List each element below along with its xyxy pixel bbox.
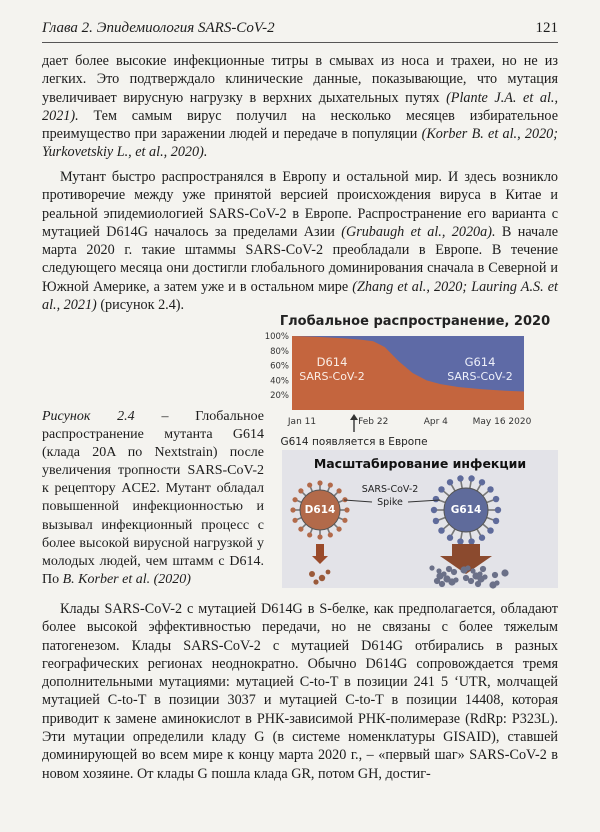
virus-spike-tip — [328, 532, 333, 537]
figure-caption — [42, 408, 264, 589]
virus-spike-tip — [493, 496, 499, 502]
virus-spike-tip — [328, 482, 333, 487]
virus-particle — [465, 565, 470, 570]
virus-spike-tip — [431, 507, 437, 513]
spike-label-line2: Spike — [377, 497, 403, 508]
paragraph-text: (рисунок 2.4). — [96, 297, 185, 314]
caption-citation: B. Korber et al. (2020) — [62, 571, 191, 587]
virus-spike-tip — [447, 479, 453, 485]
virus-spike-tip — [292, 497, 297, 502]
virus-spike-tip — [290, 507, 295, 512]
paragraph-text: дает более высокие инфекционные титры в смывах из носа и трахеи, но не из легких. Это подтверждало клинические данные, показывающие, что мутация увеличивает вирусную нагрузку в верхних дыхательных путях — [42, 53, 558, 106]
x-tick-label: Feb 22 — [358, 417, 389, 427]
y-tick-label: 60% — [270, 361, 289, 372]
running-header — [42, 18, 558, 43]
virus-particle — [482, 574, 487, 579]
paragraph-2 — [42, 168, 558, 314]
virus-particle — [429, 565, 434, 570]
paragraph-1 — [42, 52, 558, 162]
virus-spike-tip — [457, 475, 463, 481]
virus-particle — [434, 578, 440, 584]
x-tick-label: May 16 2020 — [472, 417, 532, 427]
virus-spike-tip — [342, 518, 347, 523]
virus-particle — [326, 570, 331, 575]
virus-spike-tip — [298, 488, 303, 493]
infection-scaling-figure — [282, 450, 558, 588]
d614-arrow-icon — [312, 556, 328, 564]
chapter-title: Глава 2. Эпидемиология SARS-CoV-2 — [42, 20, 275, 36]
scaling-illustration — [282, 450, 558, 588]
citation: (Plante J.A. et al., 2021). — [42, 89, 559, 124]
spike-pointer-left — [344, 500, 372, 502]
y-tick-label: 100% — [264, 332, 289, 342]
y-tick-label: 40% — [270, 376, 289, 387]
virus-spike-tip — [336, 488, 341, 493]
spread-chart-figure — [264, 314, 560, 454]
virus-spike-tip — [433, 518, 439, 524]
virus-spike-tip — [336, 526, 341, 531]
paragraph-text: Тем самым вирус получил на несколько месяцев избирательное преимущество при заражении людей и передаче в популяции — [42, 107, 558, 143]
caption-lead: Рисунок 2.4 — [42, 409, 135, 424]
d614-particles — [309, 570, 330, 585]
d614-label: D614 — [316, 355, 348, 369]
virus-spike-tip — [479, 535, 485, 541]
page-number: 121 — [535, 20, 558, 36]
citation: (Zhang et al., 2020; Lauring A.S. et al., 2021) — [42, 278, 558, 314]
virus-particle — [475, 581, 481, 587]
virus-spike-tip — [493, 518, 499, 524]
virus-spike-tip — [317, 480, 322, 485]
g614-virus-label: G614 — [450, 504, 482, 516]
d614-arrow-shaft — [316, 544, 324, 556]
paragraph-text: Мутант быстро распространялся в Европу и остальной мир. И здесь возникло противоречие между уже принятой версией происхождения вируса в Китае и реальной эпидемиологией SARS-CoV-2 в Европе. Распространение его варианта с мутацией D614G началось за пределами Азии — [42, 169, 558, 240]
virus-particle — [436, 568, 441, 573]
virus-spike-tip — [487, 527, 493, 533]
caption-text: – Глобальное распространение мутанта G614 (клада 20A по Nextstrain) после увеличения тропности SARS-CoV-2 к рецептору ACE2. Мутант обладал повышенной инфекционностью и вызывал инфекционный процесс с более высокой вирусной нагрузкой у молодых людей, чем штамм с D614. По — [42, 409, 264, 587]
g614-label: G614 — [464, 355, 496, 369]
g614-sub-label: SARS-CoV-2 — [447, 370, 513, 383]
virus-particle — [494, 580, 499, 585]
y-tick-label: 80% — [270, 346, 289, 357]
chart-title: Глобальное распространение, 2020 — [279, 314, 551, 329]
virus-particle — [453, 577, 458, 582]
virus-particle — [477, 571, 482, 576]
virus-particle — [446, 566, 452, 572]
virus-particle — [443, 575, 450, 582]
virus-spike-tip — [468, 538, 474, 544]
virus-particle — [492, 572, 498, 578]
virus-spike-tip — [433, 496, 439, 502]
virus-particle — [313, 579, 318, 584]
virus-particle — [501, 569, 508, 576]
virus-spike-tip — [292, 518, 297, 523]
citation: (Korber B. et al., 2020; Yurkovetskiy L., et al., 2020). — [42, 126, 558, 161]
scaling-title: Масштабирование инфекции — [313, 456, 527, 471]
paragraph-3: Клады SARS-CoV-2 с мутацией D614G в S-белке, как предполагается, обладают более высокой эффективностью передачи, но не связаны с более тяжелым патогенезом. Клады SARS-CoV-2 с мутацией D614G отбирались в разных географических регионах неоднократно. Обычно D614G сопровождается тремя дополнительными мутациями: мутацией C-to-T в позиции 241 5 ‘UTR, молчащей мутацией C-to-T в позиции 3037 и мутацией C-to-T в позиции 14408, которая приводит к замене аминокислот в РНК-зависимой РНК-полимеразе (RdRp: P323L). Эти мутации определили кладу G (в системе номенклатуры GISAID), ставшей доминирующей во всем мире к концу марта 2020 г., – «первый шаг» SARS-CoV-2 в новом хозяине. От клады G пошла клада GR, потом GH, достиг- — [42, 601, 558, 782]
g614-arrow-shaft — [452, 544, 480, 558]
paragraph-text: В начале марта 2020 г. такие штаммы SARS-CoV-2 преобладали в Европе. В течение следующего месяца они достигли глобального доминирования сначала в Северной и Южной Америке, а затем уже и в остальном мире — [42, 223, 558, 295]
virus-particle — [463, 575, 469, 581]
y-tick-label: 20% — [270, 391, 289, 402]
citation: (Grubaugh et al., 2020a). — [341, 223, 496, 240]
x-tick-label: Apr 4 — [423, 417, 448, 427]
virus-spike-tip — [468, 475, 474, 481]
virus-spike-tip — [438, 486, 444, 492]
virus-spike-tip — [344, 507, 349, 512]
virus-spike-tip — [307, 482, 312, 487]
d614-sub-label: SARS-CoV-2 — [299, 370, 365, 383]
g614-particles — [429, 565, 508, 588]
virus-spike-tip — [487, 486, 493, 492]
virus-spike-tip — [438, 527, 444, 533]
virus-particle — [309, 571, 315, 577]
spike-label-line1: SARS-CoV-2 — [361, 484, 419, 495]
x-tick-label: Jan 11 — [287, 417, 317, 427]
virus-spike-tip — [457, 538, 463, 544]
virus-spike-tip — [317, 534, 322, 539]
virus-spike-tip — [298, 526, 303, 531]
virus-particle — [319, 575, 325, 581]
virus-spike-tip — [307, 532, 312, 537]
virus-particle — [480, 566, 486, 572]
spread-chart — [264, 314, 560, 454]
arrow-note: G614 появляется в Европе — [280, 436, 428, 448]
virus-spike-tip — [479, 479, 485, 485]
virus-spike-tip — [447, 535, 453, 541]
virus-spike-tip — [495, 507, 501, 513]
arrow-head-icon — [350, 414, 358, 420]
d614-virus-label: D614 — [304, 504, 336, 516]
